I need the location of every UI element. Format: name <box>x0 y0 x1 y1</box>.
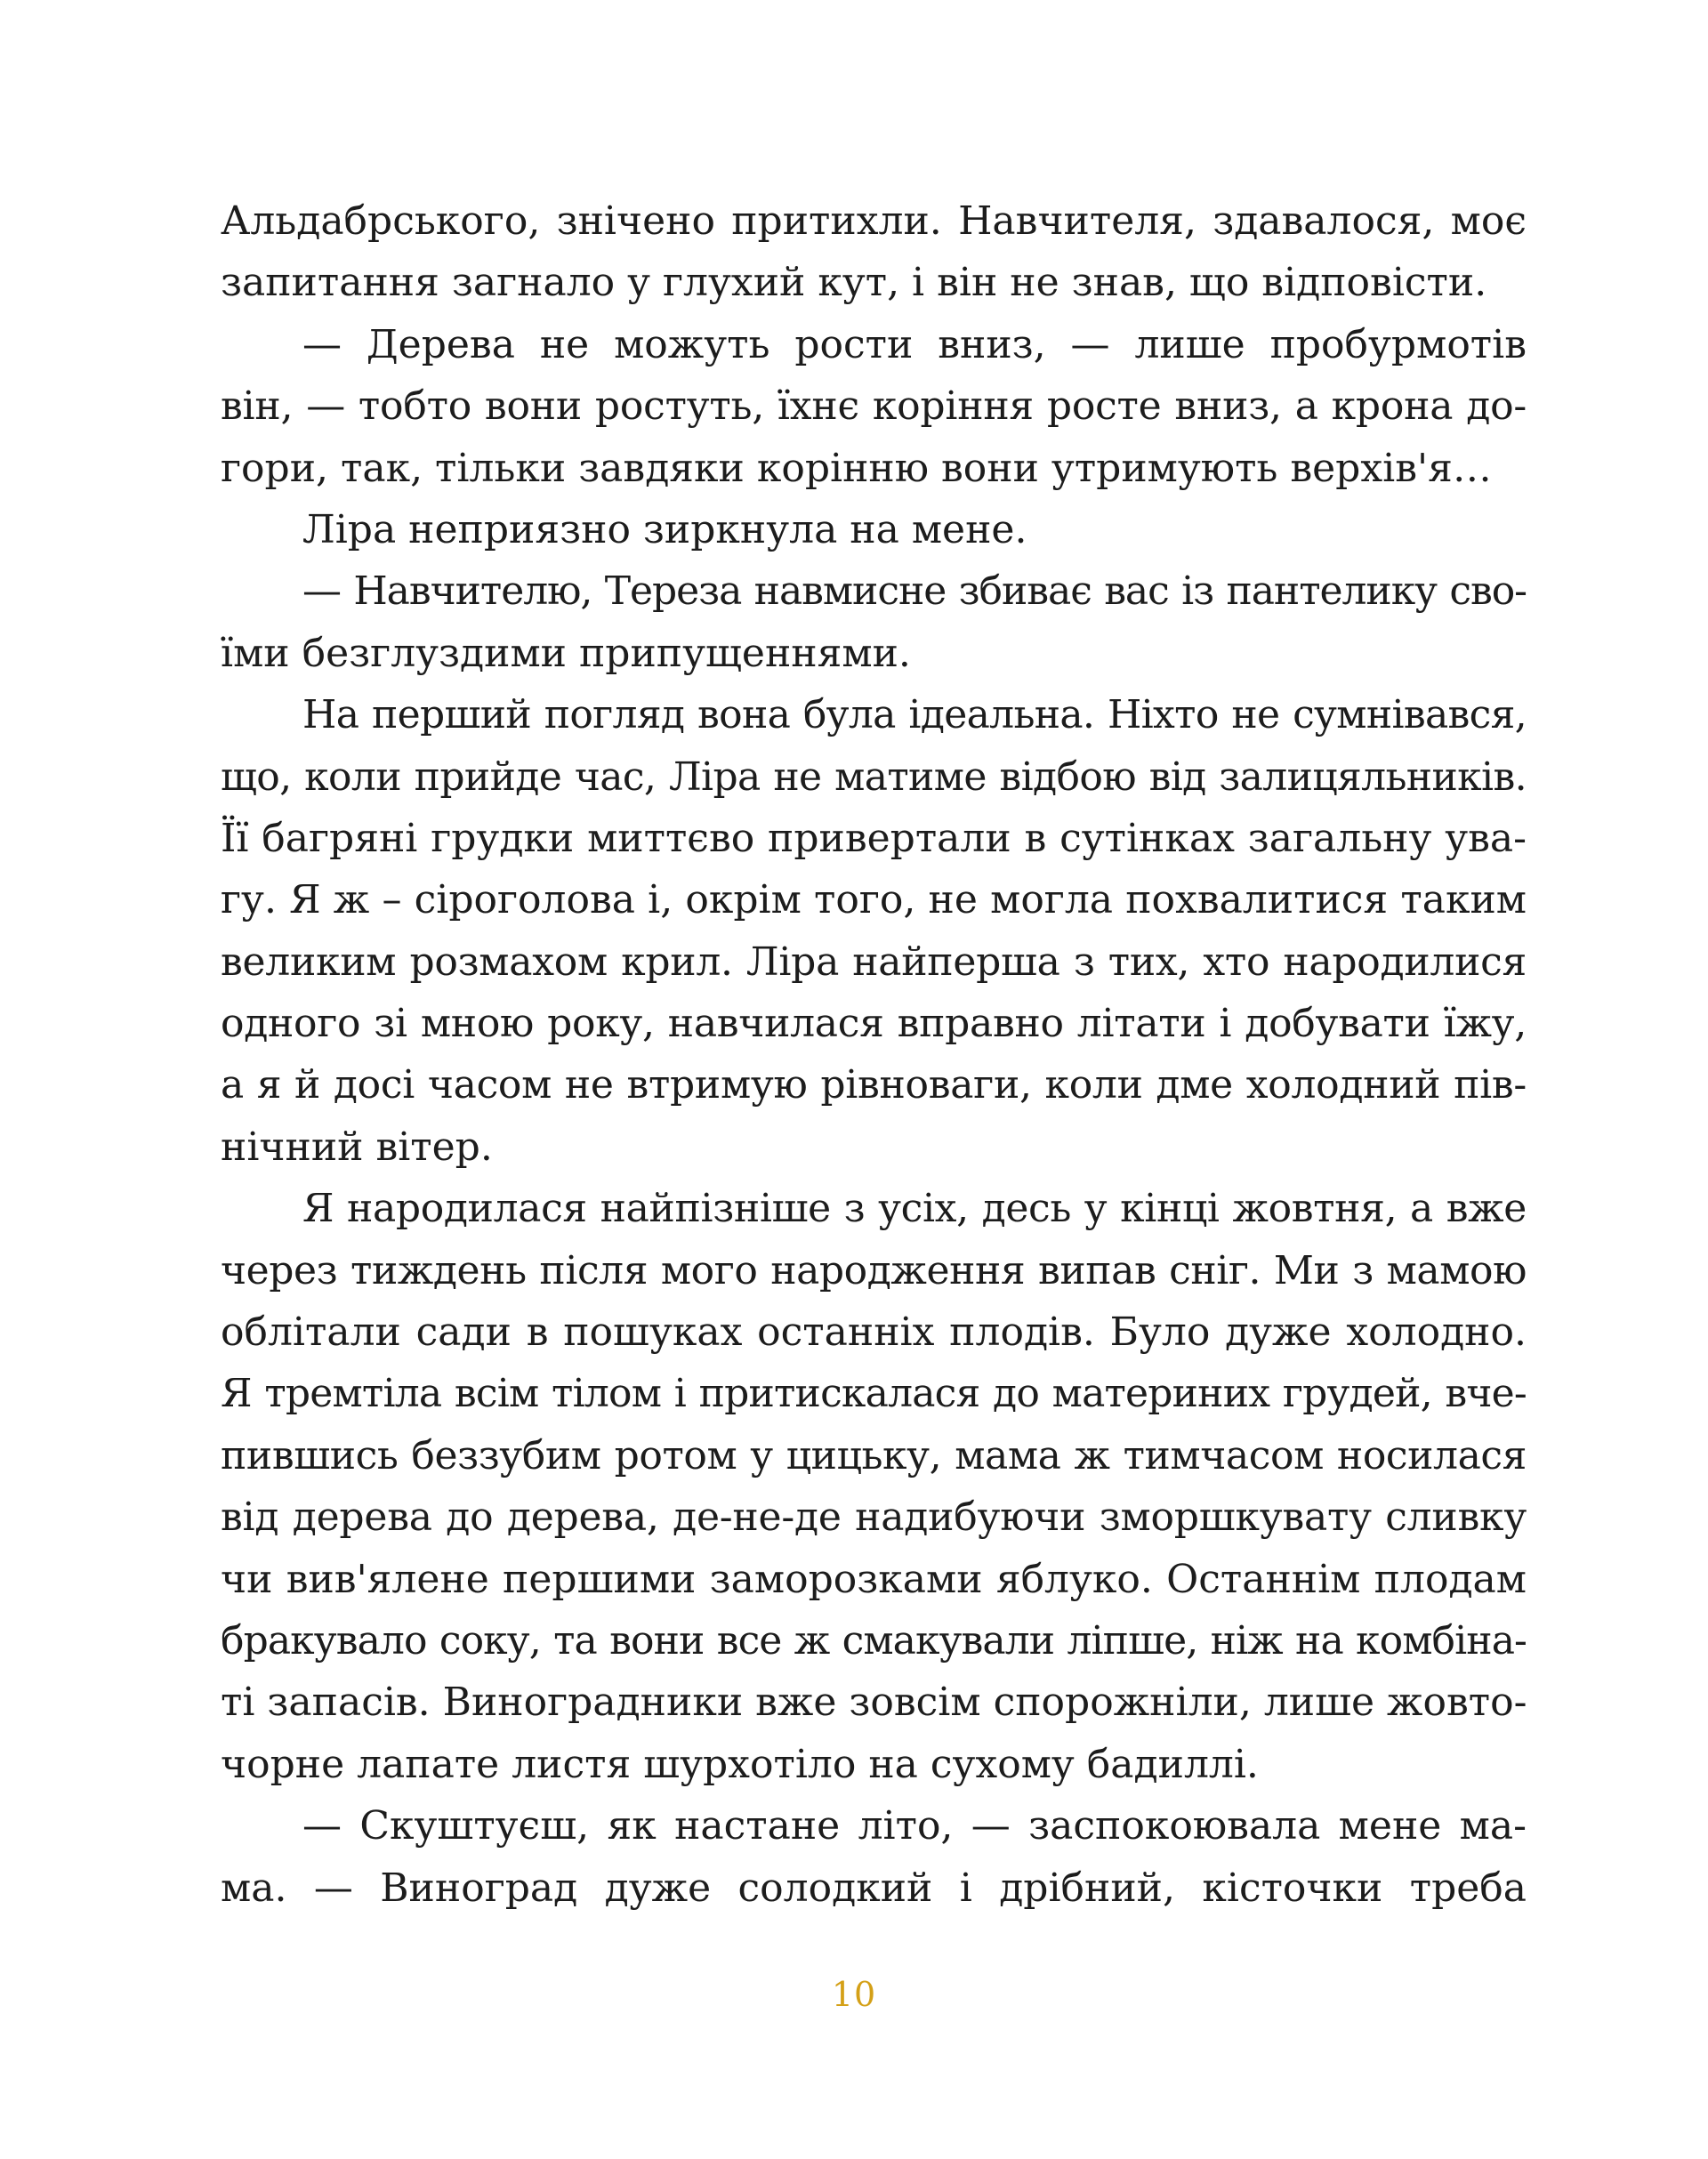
text-line: облітали сади в пошуках останніх плодів. Було дуже холодно. <box>221 1309 1527 1356</box>
text-line: він, — тобто вони ростуть, їхнє коріння росте вниз, а крона до- <box>221 383 1527 430</box>
text-line: На перший погляд вона була ідеальна. Ніхто не сумнівався, <box>302 692 1527 738</box>
text-line: — Скуштуєш, як настане літо, — заспокоювала мене ма- <box>302 1803 1527 1849</box>
text-line: — Дерева не можуть рости вниз, — лише пробурмотів <box>302 321 1527 367</box>
text-line: від дерева до дерева, де-не-де надибуючи зморшкувату сливку <box>221 1494 1527 1541</box>
text-line: Її багряні грудки миттєво привертали в сутінках загальну ува- <box>221 815 1527 861</box>
text-line: нічний вітер. <box>221 1124 493 1170</box>
text-line: а я й досі часом не втримую рівноваги, коли дме холодний пів- <box>221 1062 1527 1108</box>
text-line: Ліра неприязно зиркнула на мене. <box>302 506 1027 552</box>
text-line: пившись беззубим ротом у цицьку, мама ж тимчасом носилася <box>221 1432 1527 1478</box>
text-line: що, коли прийде час, Ліра не матиме відбою від залицяльників. <box>221 753 1527 800</box>
text-line: гори, так, тільки завдяки корінню вони утримують верхів'я… <box>221 445 1492 491</box>
text-line: чорне лапате листя шурхотіло на сухому бадиллі. <box>221 1741 1259 1787</box>
text-line: бракувало соку, та вони все ж смакували ліпше, ніж на комбіна- <box>221 1617 1527 1664</box>
text-line: через тиждень після мого народження випав сніг. Ми з мамою <box>221 1247 1527 1293</box>
text-line: чи вив'ялене першими заморозками яблуко. Останнім плодам <box>221 1556 1527 1602</box>
text-line: Альдабрського, знічено притихли. Навчителя, здавалося, моє <box>221 198 1527 244</box>
text-line: одного зі мною року, навчилася вправно літати і добувати їжу, <box>221 1001 1527 1047</box>
text-line: запитання загнало у глухий кут, і він не знав, що відповісти. <box>221 260 1487 306</box>
page-number: 10 <box>831 1975 877 2014</box>
text-line: їми безглуздими припущеннями. <box>221 630 911 676</box>
body-text <box>221 190 1527 1919</box>
text-line: гу. Я ж – сіроголова і, окрім того, не могла похвалитися таким <box>221 877 1527 923</box>
text-line: Я народилася найпізніше з усіх, десь у кінці жовтня, а вже <box>302 1186 1527 1232</box>
text-line: ті запасів. Виноградники вже зовсім спорожніли, лише жовто- <box>221 1680 1527 1726</box>
text-line: ма. — Виноград дуже солодкий і дрібний, кісточки треба <box>221 1865 1527 1911</box>
text-line: — Навчителю, Тереза навмисне збиває вас із пантелику сво- <box>302 568 1527 615</box>
text-line: великим розмахом крил. Ліра найперша з тих, хто народилися <box>221 939 1527 985</box>
text-line: Я тремтіла всім тілом і притискалася до материних грудей, вче- <box>221 1371 1527 1417</box>
